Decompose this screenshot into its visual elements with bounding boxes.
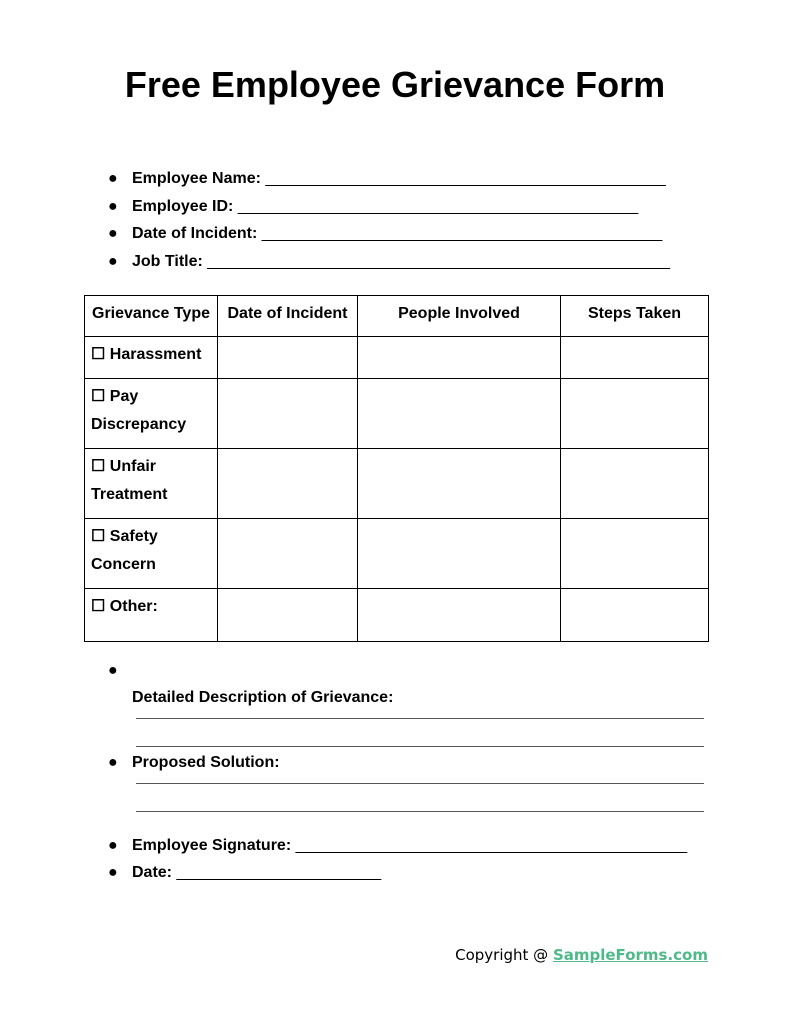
grievance-type-other[interactable]: ☐ Other: — [85, 589, 218, 642]
steps-cell[interactable] — [561, 379, 709, 449]
grievance-type-safety-concern[interactable]: ☐ Safety Concern — [85, 519, 218, 589]
grievance-type-harassment[interactable]: ☐ Harassment — [85, 337, 218, 379]
details-list — [108, 660, 704, 883]
job-title-field[interactable]: ____________________________________________________ — [207, 252, 670, 270]
copyright-footer — [455, 946, 708, 964]
list-item — [108, 660, 704, 743]
list-item — [108, 223, 670, 251]
column-header: Grievance Type — [85, 296, 218, 337]
date-of-incident-field[interactable]: _____________________________________________ — [261, 225, 663, 243]
grievance-type-pay-discrepancy[interactable]: ☐ Pay Discrepancy — [85, 379, 218, 449]
employee-name-label: Employee Name: — [132, 170, 261, 187]
column-header: Date of Incident — [218, 296, 358, 337]
bullet-icon: ● — [108, 662, 118, 679]
grievance-type-unfair-treatment[interactable]: ☐ Unfair Treatment — [85, 449, 218, 519]
people-cell[interactable] — [358, 379, 561, 449]
list-item — [108, 196, 670, 224]
brand-link[interactable]: SampleForms.com — [552, 946, 708, 964]
signature-label: Employee Signature: — [132, 837, 292, 854]
date-label: Date: — [132, 864, 173, 881]
table-row — [85, 449, 709, 519]
description-line-2[interactable] — [136, 746, 704, 747]
people-cell[interactable] — [358, 337, 561, 379]
steps-cell[interactable] — [561, 589, 709, 642]
steps-cell[interactable] — [561, 449, 709, 519]
date-cell[interactable] — [218, 519, 358, 589]
list-item — [108, 862, 704, 883]
employee-id-field[interactable]: _____________________________________________ — [237, 197, 639, 215]
steps-cell[interactable] — [561, 337, 709, 379]
employee-id-label: Employee ID: — [132, 197, 234, 215]
list-item — [108, 251, 670, 279]
list-item — [108, 835, 704, 862]
people-cell[interactable] — [358, 449, 561, 519]
description-line-1[interactable] — [136, 718, 704, 719]
bullet-icon: ● — [108, 864, 118, 881]
proposed-solution-label: Proposed Solution: — [132, 754, 280, 771]
people-cell[interactable] — [358, 519, 561, 589]
page-title: Free Employee Grievance Form — [124, 64, 666, 105]
list-item — [108, 752, 704, 835]
date-field[interactable]: _______________________ — [176, 864, 382, 881]
solution-line-2[interactable] — [136, 811, 704, 812]
date-cell[interactable] — [218, 379, 358, 449]
bullet-icon: ● — [108, 837, 118, 854]
table-row — [85, 589, 709, 642]
date-cell[interactable] — [218, 449, 358, 519]
solution-line-1[interactable] — [136, 783, 704, 784]
signature-field[interactable]: ____________________________________________ — [295, 837, 688, 854]
bullet-icon: ● — [108, 252, 118, 270]
table-row — [85, 519, 709, 589]
table-header-row — [85, 296, 709, 337]
bullet-icon: ● — [108, 225, 118, 243]
column-header: People Involved — [358, 296, 561, 337]
copyright-prefix: Copyright @ — [455, 946, 553, 964]
table-row — [85, 337, 709, 379]
bullet-icon: ● — [108, 170, 118, 187]
date-cell[interactable] — [218, 589, 358, 642]
table-row — [85, 379, 709, 449]
bullet-icon: ● — [108, 754, 118, 771]
people-cell[interactable] — [358, 589, 561, 642]
bullet-icon: ● — [108, 197, 118, 215]
column-header: Steps Taken — [561, 296, 709, 337]
description-label: Detailed Description of Grievance: — [132, 689, 394, 706]
date-cell[interactable] — [218, 337, 358, 379]
list-item — [108, 168, 670, 196]
employee-name-field[interactable]: _____________________________________________ — [265, 170, 666, 187]
date-of-incident-label: Date of Incident: — [132, 225, 258, 243]
employee-info-list — [108, 168, 670, 278]
grievance-table — [84, 295, 709, 642]
job-title-label: Job Title: — [132, 252, 203, 270]
steps-cell[interactable] — [561, 519, 709, 589]
